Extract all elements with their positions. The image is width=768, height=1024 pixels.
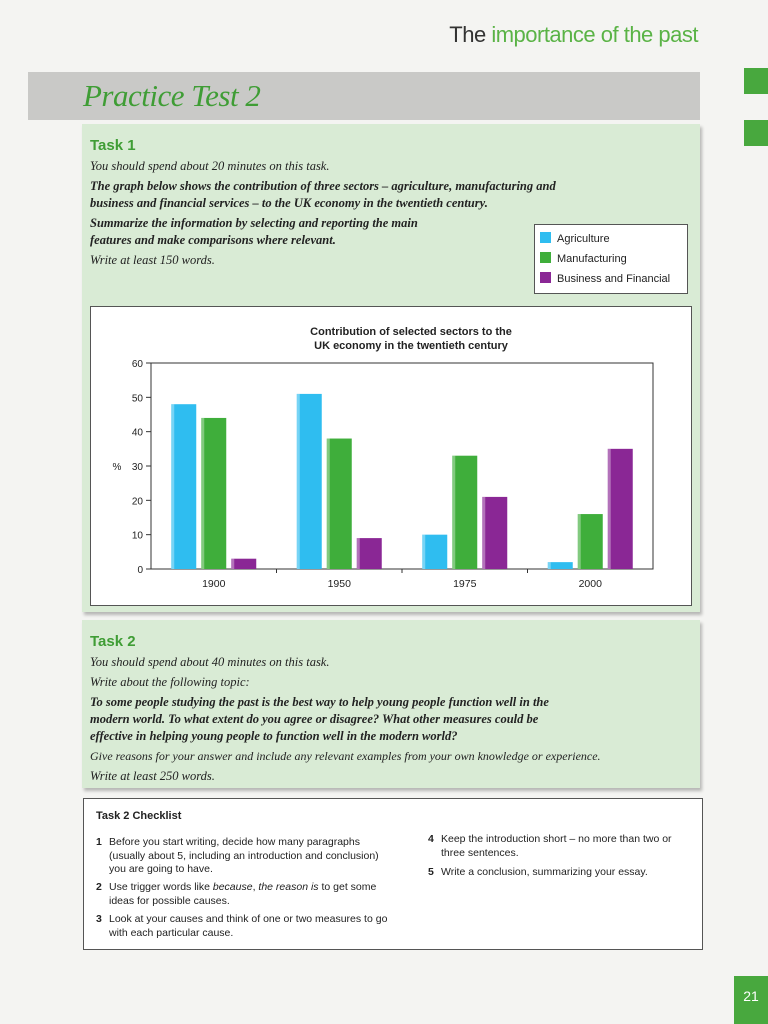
bar-highlight: [452, 456, 455, 569]
chart-frame: [90, 306, 692, 606]
bar-manufacturing-2000: [578, 514, 603, 569]
bar-business-and-financial-1975: [482, 497, 507, 569]
bar-highlight: [171, 404, 174, 569]
task2-word-count: Write at least 250 words.: [90, 769, 215, 783]
legend-item-business-financial: [540, 271, 670, 287]
y-tick-label: 50: [131, 393, 143, 405]
bar-highlight: [482, 497, 485, 569]
task1-instruction-line2: features and make comparisons where relevant.: [90, 233, 336, 247]
y-tick-label: 30: [131, 462, 143, 473]
legend-item-manufacturing: [540, 251, 627, 267]
task1-word-count: Write at least 150 words.: [90, 253, 215, 267]
checklist-item-number: 4: [428, 833, 434, 845]
bar-agriculture-1900: [171, 404, 196, 569]
header-title-part1: The: [449, 22, 492, 47]
bar-highlight: [231, 559, 234, 569]
task1-time-note: You should spend about 20 minutes on this task.: [90, 159, 330, 173]
task1-heading: Task 1: [90, 137, 136, 154]
task2-heading: Task 2: [90, 633, 136, 650]
task2-question-line3: effective in helping young people to function well in the modern world?: [90, 729, 458, 743]
bar-highlight: [422, 535, 425, 569]
task1-prompt-line2: business and financial services – to the UK economy in the twentieth century.: [90, 196, 488, 210]
legend-label-agriculture: Agriculture: [557, 233, 610, 245]
y-tick-label: 20: [131, 496, 143, 508]
bar-highlight: [578, 514, 581, 569]
task2-checklist: [83, 798, 703, 950]
checklist-item-text: Write a conclusion, summarizing your essay.: [441, 866, 648, 878]
y-tick-label: 60: [131, 359, 143, 370]
checklist-item-1: [96, 836, 396, 877]
bar-business-and-financial-2000: [608, 449, 633, 569]
checklist-item-emphasis-because: because: [212, 881, 253, 893]
checklist-item-text-after: to get some ideas for possible causes.: [109, 881, 377, 907]
checklist-title: Task 2 Checklist: [96, 810, 182, 822]
checklist-item-3: [96, 913, 396, 940]
task2-box: [82, 620, 700, 788]
task2-question-line1: To some people studying the past is the best way to help young people function well in the: [90, 695, 549, 709]
checklist-item-text-mid: ,: [252, 881, 259, 893]
task2-time-note: You should spend about 40 minutes on this task.: [90, 655, 330, 669]
task1-instruction-line1: Summarize the information by selecting and reporting the main: [90, 216, 418, 230]
checklist-item-number: 5: [428, 866, 434, 878]
checklist-item-number: 3: [96, 913, 102, 925]
y-tick-label: 40: [131, 427, 143, 439]
bar-highlight: [297, 394, 300, 569]
y-tick-label: 0: [137, 565, 143, 576]
bar-highlight: [608, 449, 611, 569]
checklist-item-text-before: Use trigger words like: [109, 881, 213, 893]
chart-title-line2: UK economy in the twentieth century: [314, 340, 508, 352]
task1-prompt-line1: The graph below shows the contribution of three sectors – agriculture, manufacturing and: [90, 179, 556, 193]
chart-legend: [534, 224, 688, 294]
checklist-item-text: Before you start writing, decide how many paragraphs (usually about 5, including an introduction and conclusion) you are going to have.: [109, 836, 379, 875]
x-tick-label: 1900: [202, 578, 226, 590]
bar-agriculture-2000: [548, 562, 573, 569]
checklist-item-2: [96, 881, 396, 908]
x-tick-label: 1975: [453, 578, 477, 590]
bar-highlight: [201, 418, 204, 569]
legend-swatch-manufacturing: [540, 252, 551, 263]
legend-swatch-agriculture: [540, 232, 551, 243]
checklist-item-text: [109, 881, 396, 908]
title-banner: [28, 72, 700, 120]
practice-test-title: Practice Test 2: [83, 78, 261, 113]
bar-chart: [91, 307, 691, 605]
side-tab-upper: [744, 68, 768, 94]
bar-highlight: [548, 562, 551, 569]
checklist-item-5: [428, 866, 690, 880]
bar-agriculture-1975: [422, 535, 447, 569]
task1-box: [82, 124, 700, 612]
legend-swatch-business-financial: [540, 272, 551, 283]
plot-area-frame: [151, 363, 653, 569]
header-title-part2: importance of the past: [491, 22, 698, 47]
x-tick-label: 1950: [327, 578, 351, 590]
task2-question-line2: modern world. To what extent do you agree or disagree? What other measures could be: [90, 712, 539, 726]
legend-label-business-financial: Business and Financial: [557, 273, 671, 285]
x-tick-label: 2000: [578, 578, 602, 590]
bar-agriculture-1950: [297, 394, 322, 569]
checklist-item-text: Look at your causes and think of one or two measures to go with each particular cause.: [109, 913, 388, 939]
checklist-item-text: Keep the introduction short – no more than two or three sentences.: [441, 833, 672, 859]
bar-manufacturing-1975: [452, 456, 477, 569]
bar-manufacturing-1950: [327, 439, 352, 569]
bar-business-and-financial-1950: [357, 538, 382, 569]
page-number: 21: [734, 976, 768, 1024]
checklist-item-emphasis-reason: the reason is: [258, 881, 319, 893]
legend-label-manufacturing: Manufacturing: [557, 253, 627, 265]
chart-title-line1: Contribution of selected sectors to the: [310, 326, 512, 338]
bar-manufacturing-1900: [201, 418, 226, 569]
bar-highlight: [327, 439, 330, 569]
task2-topic-intro: Write about the following topic:: [90, 675, 250, 689]
running-header: [449, 22, 698, 48]
legend-item-agriculture: [540, 231, 610, 247]
bar-highlight: [357, 538, 360, 569]
y-tick-label: 10: [131, 530, 143, 542]
task2-reasons: Give reasons for your answer and include any relevant examples from your own knowledge or experience.: [90, 749, 601, 763]
checklist-item-4: [428, 833, 690, 860]
bar-business-and-financial-1900: [231, 559, 256, 569]
checklist-item-number: 1: [96, 836, 102, 848]
y-axis-label: %: [112, 462, 122, 473]
checklist-item-number: 2: [96, 881, 102, 893]
side-tab-lower: [744, 120, 768, 146]
